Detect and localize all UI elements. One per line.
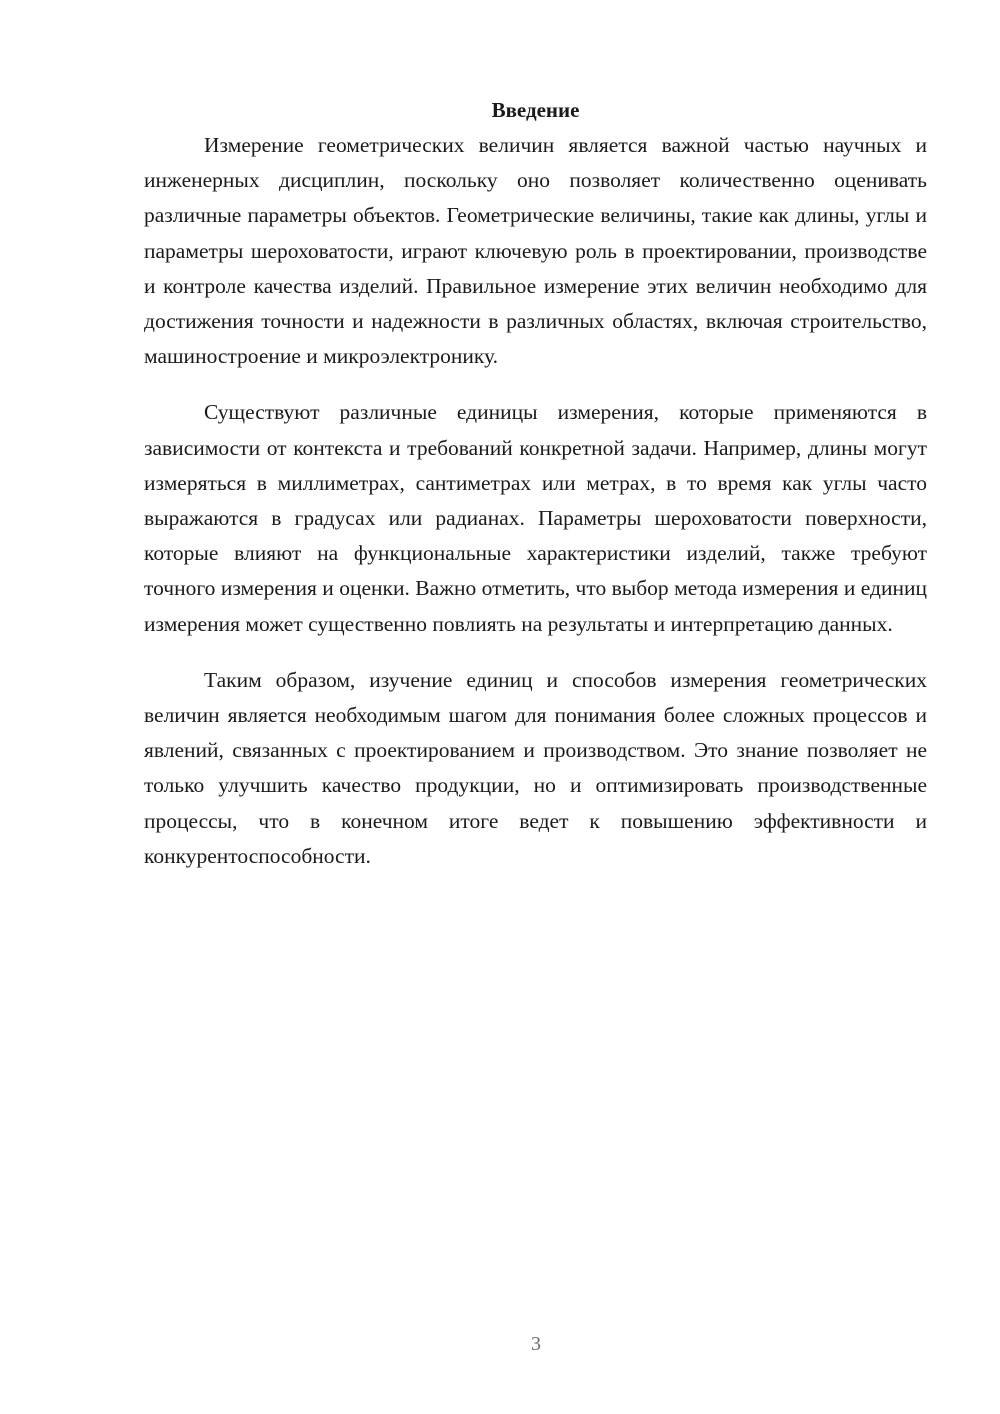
paragraph-1: Измерение геометрических величин является важной частью научных и инженерных дисциплин, поскольку оно позволяет количественно оценивать различные параметры объектов. Геометрические величины, такие как длины, углы и параметры шероховатости, играют ключевую роль в проектировании, производстве и контроле качества изделий. Правильное измерение этих величин необходимо для достижения точности и надежности в различных областях, включая строительство, машиностроение и микроэлектронику.	[144, 133, 927, 369]
page-number: 3	[531, 1333, 541, 1355]
paragraph-2: Существуют различные единицы измерения, которые применяются в зависимости от контекста и требований конкретной задачи. Например, длины могут измеряться в миллиметрах, сантиметрах или метрах, в то время как углы часто выражаются в градусах или радианах. Параметры шероховатости поверхности, которые влияют на функциональные характеристики изделий, также требуют точного измерения и оценки. Важно отметить, что выбор метода измерения и единиц измерения может существенно повлиять на результаты и интерпретацию данных.	[144, 400, 927, 636]
section-heading: Введение	[491, 98, 580, 122]
paragraph-3: Таким образом, изучение единиц и способов измерения геометрических величин является необходимым шагом для понимания более сложных процессов и явлений, связанных с проектированием и производством. Это знание позволяет не только улучшить качество продукции, но и оптимизировать производственные процессы, что в конечном итоге ведет к повышению эффективности и конкурентоспособности.	[144, 667, 927, 868]
page-content	[144, 93, 927, 874]
